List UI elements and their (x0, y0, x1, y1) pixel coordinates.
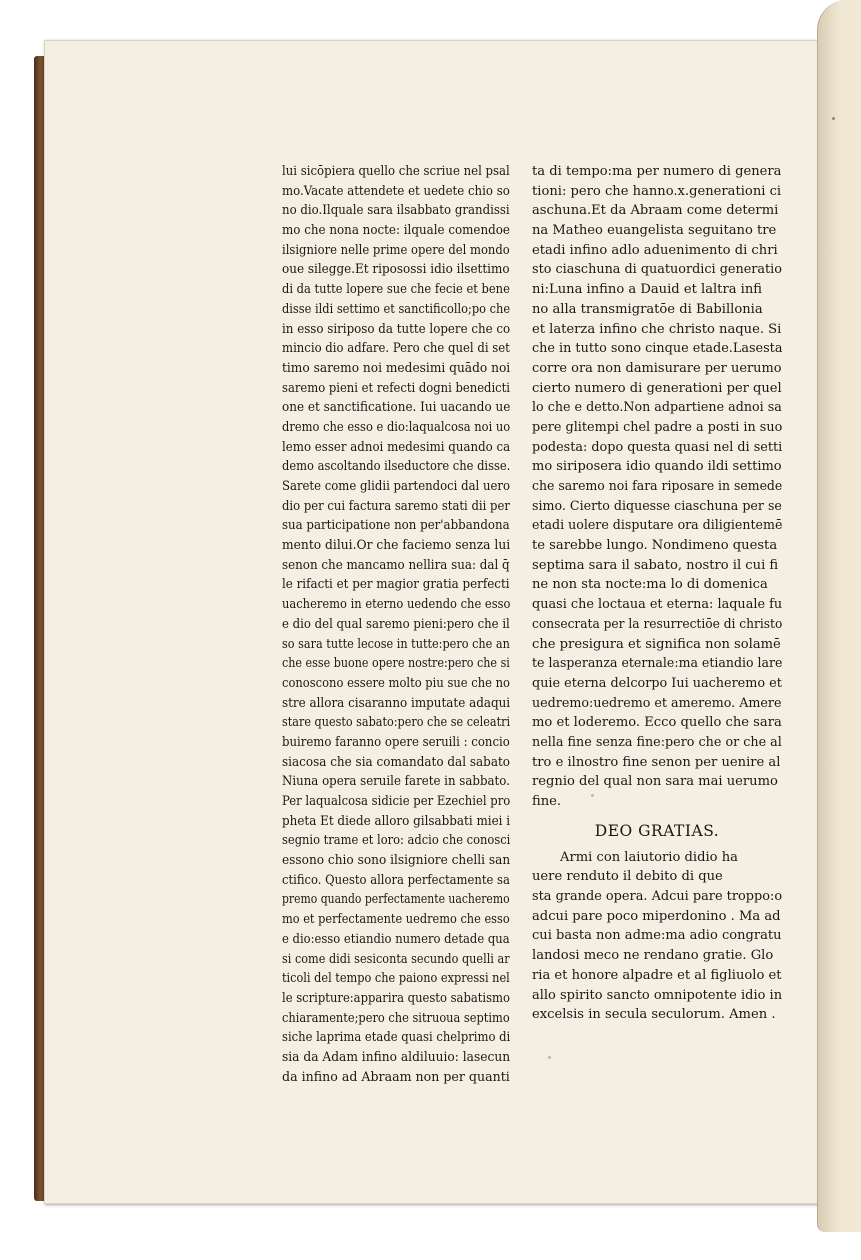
colophon-line: adcui pare poco miperdonino . Ma ad (532, 908, 781, 924)
text-line: mo che nona nocte: ilquale comendoe (282, 223, 510, 239)
text-line: regnio del qual non sara mai uerumo (532, 774, 778, 790)
text-line: le rifacti et per magior gratia perfecti (282, 577, 510, 593)
text-line: disse ildi settimo et sanctificollo;po che (282, 301, 511, 317)
text-line: Sarete come glidii partendoci dal uero (282, 479, 510, 494)
text-line: etadi uolere disputare ora diligientemē (532, 518, 783, 534)
text-line: lemo esser adnoi medesimi quando ca (282, 439, 511, 455)
text-line: ta di tempo:ma per numero di genera (532, 164, 782, 179)
text-line: chiaramente;pero che sitruoua septimo (282, 1010, 510, 1026)
text-line: fine. (532, 794, 562, 809)
text-line: e dio del qual saremo pieni:pero che il (282, 616, 510, 632)
text-column-left (282, 162, 510, 1087)
text-line: oue silegge.Et riposossi idio ilsettimo (282, 262, 510, 278)
text-line: che esse buone opere nostre:pero che si (282, 656, 510, 672)
text-line: uedremo:uedremo et ameremo. Amere (532, 695, 782, 711)
colophon-line: landosi meco ne rendano gratie. Glo (532, 948, 774, 964)
text-line: da infino ad Abraam non per quanti (282, 1069, 510, 1085)
text-line: ilsigniore nelle prime opere del mondo (282, 242, 510, 258)
colophon-line: Armi con laiutorio didio ha (560, 849, 738, 865)
text-line: te lasperanza eternale:ma etiandio lare (532, 656, 783, 672)
text-line: corre ora non damisurare per uerumo (532, 360, 782, 376)
text-line: septima sara il sabato, nostro il cui fi (532, 557, 779, 573)
text-line: timo saremo noi medesimi quādo noi (282, 360, 511, 376)
text-line: che saremo noi fara riposare in semede (532, 479, 783, 494)
text-line: buiremo faranno opere seruili : concio (282, 734, 510, 750)
text-line: mo et loderemo. Ecco quello che sara (532, 715, 782, 731)
text-line: e dio:esso etiandio numero detade qua (282, 931, 510, 947)
text-line: tro e ilnostro fine senon per uenire al (532, 754, 781, 770)
text-column-right (532, 162, 782, 1025)
text-line: in esso siriposo da tutte lopere che co (282, 321, 511, 337)
text-line: podesta: dopo questa quasi nel di setti (532, 439, 783, 455)
text-line: siche laprima etade quasi chelprimo di (282, 1030, 511, 1046)
text-line: di da tutte lopere sue che fecie et bene (282, 282, 510, 298)
text-line: le scripture:apparira questo sabatismo (282, 990, 511, 1006)
text-line: tioni: pero che hanno.x.generationi ci (532, 183, 782, 199)
text-line: pheta Et diede alloro gilsabbati miei i (282, 813, 511, 829)
text-line: essono chio sono ilsigniore chelli san (282, 853, 511, 869)
text-line: sua participatione non per'abbandona (282, 518, 510, 534)
colophon-line: sta grande opera. Adcui pare troppo:o (532, 889, 783, 905)
text-line: senon che mancamo nellira sua: dal q̄ (282, 557, 510, 573)
text-line: ne non sta nocte:ma lo di domenica (532, 577, 768, 593)
text-line: dremo che esso e dio:laqualcosa noi uo (282, 419, 511, 435)
text-line: si come didi sesiconta secundo quelli ar (282, 951, 510, 967)
text-line: che in tutto sono cinque etade.Lasesta (532, 341, 783, 357)
text-line: so sara tutte lecose in tutte:pero che an (282, 636, 510, 652)
text-line: nella fine senza fine:pero che or che al (532, 734, 782, 750)
text-line: conoscono essere molto piu sue che no (282, 675, 510, 691)
deo-gratias-heading: DEO GRATIAS. (594, 821, 720, 840)
paper-spot (548, 1056, 551, 1059)
text-line: premo quando perfectamente uacheremo (282, 892, 510, 908)
text-line: cierto numero di generationi per quel (532, 380, 782, 396)
text-line: mo et perfectamente uedremo che esso (282, 912, 510, 928)
text-line: ctifico. Questo allora perfectamente sa (282, 872, 510, 888)
colophon-line: cui basta non adme:ma adio congratu (532, 928, 782, 944)
text-line: mento dilui.Or che faciemo senza lui (282, 538, 511, 554)
text-line: lo che e detto.Non adpartiene adnoi sa (532, 400, 782, 416)
text-line: one et sanctificatione. Iui uacando ue (282, 400, 511, 416)
colophon-line: allo spirito sancto omnipotente idio in (532, 987, 783, 1003)
text-line: na Matheo euangelista seguitano tre (532, 223, 777, 239)
text-line: et laterza infino che christo naque. Si (532, 321, 782, 337)
colophon-line: ria et honore alpadre et al figliuolo et (532, 967, 782, 983)
paper-spot (832, 117, 835, 120)
text-line: stre allora cisaranno imputate adaqui (282, 695, 511, 711)
text-line: lui sicōpiera quello che scriue nel psal (282, 164, 510, 179)
text-line: stare questo sabato:pero che se celeatri (282, 715, 511, 731)
text-line: mo.Vacate attendete et uedete chio so (282, 183, 510, 199)
text-line: no alla transmigratōe di Babillonia (532, 301, 763, 317)
colophon-line: uere renduto il debito di que (532, 869, 723, 885)
text-line: aschuna.Et da Abraam come determi (532, 203, 779, 219)
text-line: saremo pieni et refecti dogni benedicti (282, 380, 511, 396)
text-line: pere glitempi chel padre a posti in suo (532, 419, 783, 435)
text-line: quasi che loctaua et eterna: laquale fu (532, 597, 783, 613)
text-line: quie eterna delcorpo Iui uacheremo et (532, 675, 782, 691)
text-line: etadi infino adlo aduenimento di chri (532, 242, 778, 258)
text-line: ticoli del tempo che paiono expressi nel (282, 971, 510, 987)
text-line: segnio trame et loro: adcio che conosci (282, 833, 511, 849)
text-line: mo siriposera idio quando ildi settimo (532, 459, 782, 475)
text-line: demo ascoltando ilseductore che disse. (282, 459, 511, 475)
text-line: ni:Luna infino a Dauid et laltra infi (532, 282, 763, 298)
text-line: sto ciaschuna di quatuordici generatio (532, 262, 782, 278)
text-line: dio per cui factura saremo stati dii per (282, 498, 510, 514)
colophon-line: excelsis in secula seculorum. Amen . (532, 1007, 776, 1023)
facing-page-edge (817, 0, 861, 1232)
text-line: te sarebbe lungo. Nondimeno questa (532, 538, 778, 554)
text-line: no dio.Ilquale sara ilsabbato grandissi (282, 203, 510, 219)
text-line: mincio dio adfare. Pero che quel di set (282, 341, 510, 357)
text-line: Niuna opera seruile farete in sabbato. (282, 774, 510, 790)
text-line: simo. Cierto diquesse ciaschuna per se (532, 498, 782, 514)
text-line: che presigura et significa non solamē (532, 636, 781, 652)
text-line: consecrata per la resurrectiōe di christo (532, 616, 783, 632)
text-line: siacosa che sia comandato dal sabato (282, 754, 511, 770)
text-line: sia da Adam infino aldiluuio: lasecun (282, 1049, 511, 1065)
text-line: uacheremo in eterno uedendo che esso (282, 597, 511, 613)
text-line: Per laqualcosa sidicie per Ezechiel pro (282, 794, 511, 809)
